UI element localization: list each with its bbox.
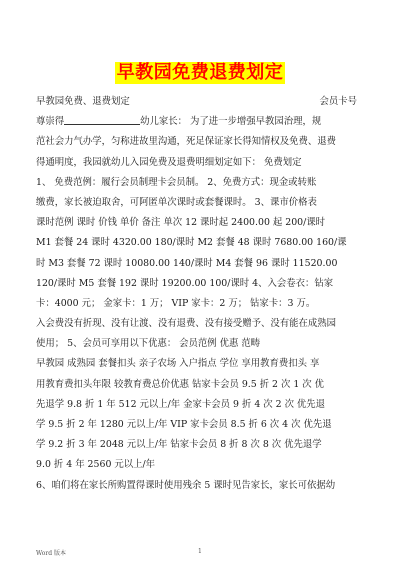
text-line: 学 9.5 折 2 年 1280 元以上/年 VIP 家卡会员 8.5 折 6 次 4 次 优先退 (36, 419, 332, 430)
text-line: 早教园 成熟园 套餐扣头 亲子农场 入户指点 学位 享用教育费扣头 享 (36, 358, 320, 370)
document-body (36, 92, 363, 496)
text-line: 6、咱们将在家长所购置得课时使用残余 5 课时见告家长，家长可依据幼 (36, 479, 336, 491)
text-line: 缴费，家长被迫取舍，可阿匿单次课时或套餐课时。 3、课市价格表 (36, 196, 317, 208)
text-line: 120/课时 M5 套餐 192 课时 19200.00 100/课时 4、入会卷衣：钻家 (36, 277, 334, 289)
line-lead: 尊崇得 (36, 116, 65, 128)
text-line: 入会费没有折现、没有让渡、没有退费、没有接受赠予、没有能在成熟园 (36, 318, 337, 330)
text-line (36, 92, 363, 112)
text-line: M1 套餐 24 课时 4320.00 180/课时 M2 套餐 48 课时 7680.00 160/课 (36, 237, 347, 249)
title-wrap (0, 62, 400, 84)
text-line (36, 112, 363, 132)
text-line: 9.0 折 4 年 2560 元以上/年 (36, 459, 156, 471)
line-lead: 早教园免费、退费划定 (36, 96, 130, 107)
document-title: 早教园免费退费划定 (116, 62, 284, 83)
text-line: 1、 免费范例：履行会员制理卡会员制。 2、免费方式：现金或转账 (36, 176, 317, 188)
fill-in-blank (64, 114, 140, 125)
text-line: 使用； 5、会员可享用以下优惠： 会员范例 优惠 范畴 (36, 338, 261, 350)
text-line: 范社会力气办学，匀称进故里沟通，死足保证家长得知情权及免费、退费 (36, 136, 337, 148)
text-line: 用教育费扣头年限 较教育费总价优惠 钻家卡会员 9.5 折 2 次 1 次 优 (36, 378, 325, 390)
text-line: 先退学 9.8 折 1 年 512 元以上/年 金家卡会员 9 折 4 次 2 次 优先退 (36, 398, 326, 410)
text-line: 时 M3 套餐 72 课时 10080.00 140/课时 M4 套餐 96 课时 11520.00 (36, 257, 338, 269)
page-number: 1 (198, 548, 202, 555)
line-tail: 会员卡号 (319, 96, 357, 107)
text-line: 得通明度，我园就幼儿入园免费及退费明细划定如下： 免费划定 (36, 156, 302, 168)
line-tail: 幼儿家长： 为了进一步增强早教园治理，规 (140, 116, 322, 128)
footer-label: Word 版本 (36, 550, 66, 557)
text-line: 课时范例 课时 价钱 单价 备注 单次 12 课时起 2400.00 起 200/课时 (36, 217, 326, 229)
text-line: 卡：4000 元； 金家卡：1 万； VIP 家卡：2 万； 钻家卡：3 万。 (36, 297, 316, 309)
text-line: 学 9.2 折 3 年 2048 元以上/年 钻家卡会员 8 折 8 次 8 次 优先退学 (36, 439, 322, 451)
